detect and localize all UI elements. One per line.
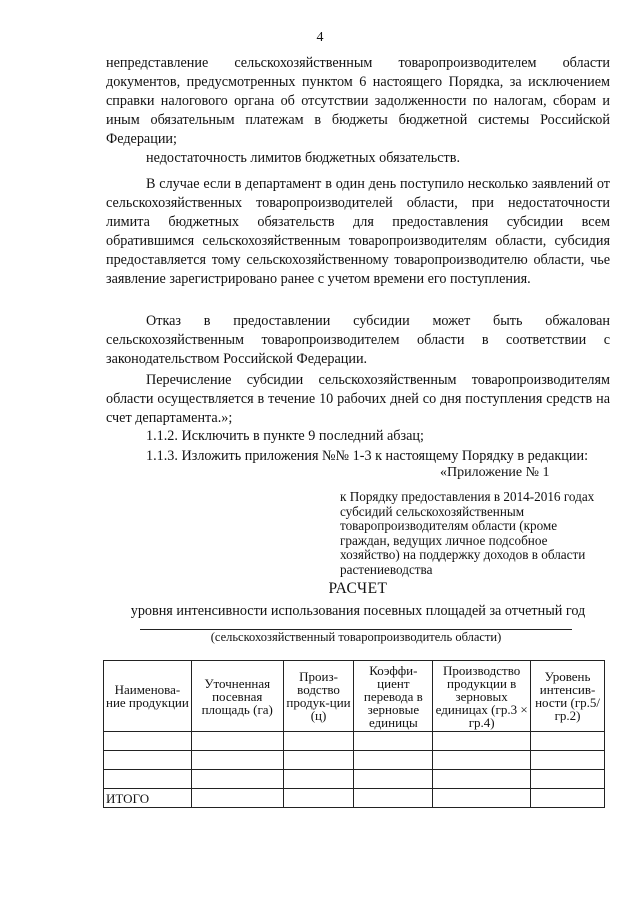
appendix-title: «Приложение № 1 (440, 465, 550, 480)
table-header: Уровень интенсив-ности (гр.5/гр.2) (531, 661, 605, 732)
paragraph-4: Отказ в предоставлении субсидии может быть обжалован сельскохозяйственным товаропроизводителем области в соответствии с законодательством Российской Федерации. (106, 313, 610, 367)
calculation-table (103, 660, 605, 808)
appendix-subtitle: к Порядку предоставления в 2014-2016 годах субсидий сельскохозяйственным товаропроизводителям области (кроме граждан, ведущих личное подсобное хозяйство) на поддержку доходов в области растениеводства (340, 489, 595, 577)
table-header: Произ-водство продук-ции (ц) (283, 661, 354, 732)
producer-caption: (сельскохозяйственный товаропроизводитель области) (210, 630, 502, 644)
paragraph-7: 1.1.3. Изложить приложения №№ 1-3 к настоящему Порядку в редакции: (146, 448, 589, 464)
document-title: РАСЧЕТ (328, 580, 388, 597)
table-header: Уточненная посевная площадь (га) (191, 661, 283, 732)
table-header: Коэффи-циент перевода в зерновые единицы (354, 661, 433, 732)
table-header-row (104, 661, 605, 732)
page-number: 4 (316, 30, 324, 45)
table-total-row (104, 789, 605, 808)
table-header: Производство продукции в зерновых единицах (гр.3 × гр.4) (433, 661, 531, 732)
document-subtitle: уровня интенсивности использования посевных площадей за отчетный год (130, 603, 586, 619)
table-row (104, 770, 605, 789)
total-label: ИТОГО (104, 789, 192, 808)
table-header: Наименова-ние продукции (104, 661, 192, 732)
paragraph-6: 1.1.2. Исключить в пункте 9 последний абзац; (146, 428, 424, 444)
paragraph-1: непредставление сельскохозяйственным товаропроизводителем области документов, предусмотренных пунктом 6 настоящего Порядка, за исключением справки налогового органа об отсутствии задолженности по налогам, сборам и иным обязательным платежам в бюджеты бюджетной системы Российской Федерации; (106, 55, 610, 147)
paragraph-5: Перечисление субсидии сельскохозяйственным товаропроизводителям области осуществляется в течение 10 рабочих дней со дня поступления средств на счет департамента.»; (106, 372, 610, 426)
paragraph-3: В случае если в департамент в один день поступило несколько заявлений от сельскохозяйственных товаропроизводителей области, при недостаточности лимита бюджетных обязательств для предоставления субсидии всем обратившимся сельскохозяйственным товаропроизводителям области, субсидия предоставляется тому сельскохозяйственному товаропроизводителю области, чье заявление зарегистрировано ранее с учетом времени его поступления. (106, 176, 610, 287)
table-row (104, 732, 605, 751)
paragraph-2: недостаточность лимитов бюджетных обязательств. (146, 150, 460, 166)
table-row (104, 751, 605, 770)
